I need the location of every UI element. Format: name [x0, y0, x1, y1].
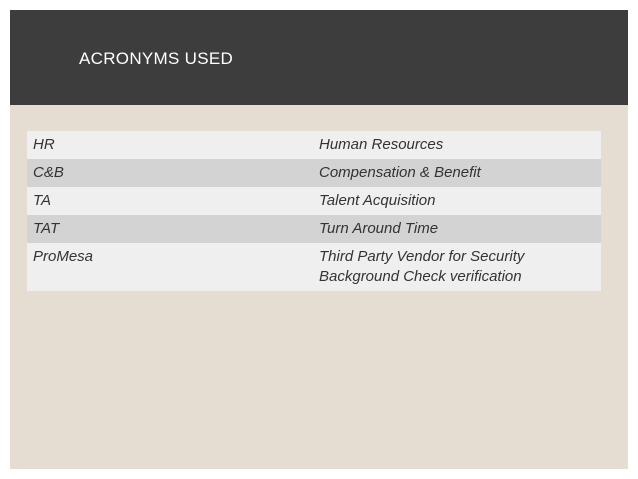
- acronym-table: [27, 131, 601, 291]
- title-band: [10, 10, 628, 105]
- meaning-cell: Third Party Vendor for Security Background Check verification: [319, 248, 525, 285]
- acronym-cell: ProMesa: [33, 248, 94, 265]
- table-row: [27, 243, 601, 291]
- table-row: [27, 215, 601, 243]
- meaning-cell: Talent Acquisition: [319, 192, 436, 209]
- slide: [10, 10, 628, 469]
- acronym-cell: HR: [33, 136, 55, 153]
- table-row: [27, 159, 601, 187]
- meaning-cell: Compensation & Benefit: [319, 164, 481, 181]
- acronym-cell: TAT: [33, 220, 60, 237]
- meaning-cell: Human Resources: [319, 136, 444, 153]
- acronym-cell: TA: [33, 192, 52, 209]
- table-row: [27, 187, 601, 215]
- table-row: [27, 131, 601, 159]
- slide-title: ACRONYMS USED: [79, 49, 234, 68]
- acronym-cell: C&B: [33, 164, 64, 181]
- meaning-cell: Turn Around Time: [319, 220, 439, 237]
